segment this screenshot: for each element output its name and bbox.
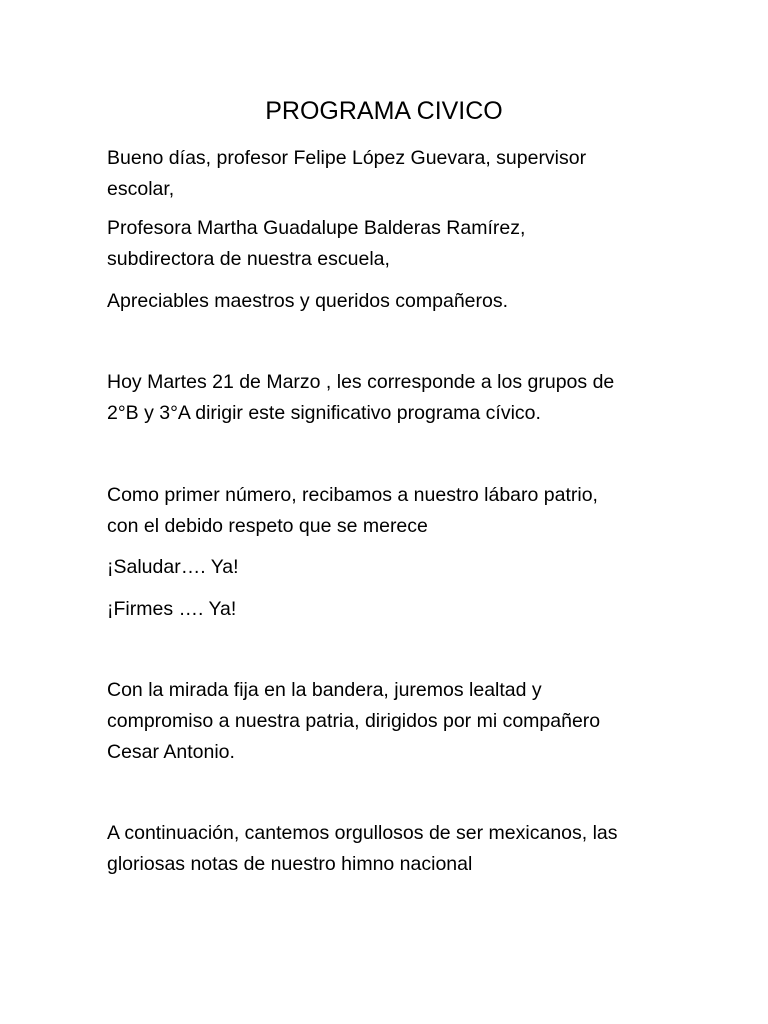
text-line: Profesora Martha Guadalupe Balderas Ramírez, (107, 217, 526, 239)
document-title: PROGRAMA CIVICO (265, 97, 503, 125)
text-line: Con la mirada fija en la bandera, juremos lealtad y (107, 679, 542, 701)
text-line: Bueno días, profesor Felipe López Guevara, supervisor (107, 147, 587, 169)
text-line: escolar, (107, 178, 175, 200)
text-line: gloriosas notas de nuestro himno nacional (107, 853, 473, 875)
command-firm (107, 594, 667, 625)
paragraph-flag-oath (107, 675, 667, 768)
paragraph-flag-reception (107, 480, 667, 542)
text-line: Como primer número, recibamos a nuestro lábaro patrio, (107, 484, 598, 506)
text-line: 2°B y 3°A dirigir este significativo programa cívico. (107, 402, 541, 424)
text-line: A continuación, cantemos orgullosos de ser mexicanos, las (107, 822, 618, 844)
paragraph-greeting-subdirector (107, 213, 667, 275)
text-line: ¡Firmes …. Ya! (107, 598, 237, 620)
command-salute (107, 552, 667, 583)
paragraph-greeting-supervisor (107, 143, 667, 205)
text-line: Cesar Antonio. (107, 741, 235, 763)
text-line: ¡Saludar…. Ya! (107, 556, 239, 578)
paragraph-national-anthem (107, 818, 667, 880)
text-line: compromiso a nuestra patria, dirigidos por mi compañero (107, 710, 601, 732)
text-line: Hoy Martes 21 de Marzo , les corresponde a los grupos de (107, 371, 615, 393)
paragraph-greeting-teachers (107, 286, 667, 317)
text-line: Apreciables maestros y queridos compañeros. (107, 290, 509, 312)
text-line: con el debido respeto que se merece (107, 515, 428, 537)
text-line: subdirectora de nuestra escuela, (107, 248, 390, 270)
paragraph-date-groups (107, 367, 667, 429)
